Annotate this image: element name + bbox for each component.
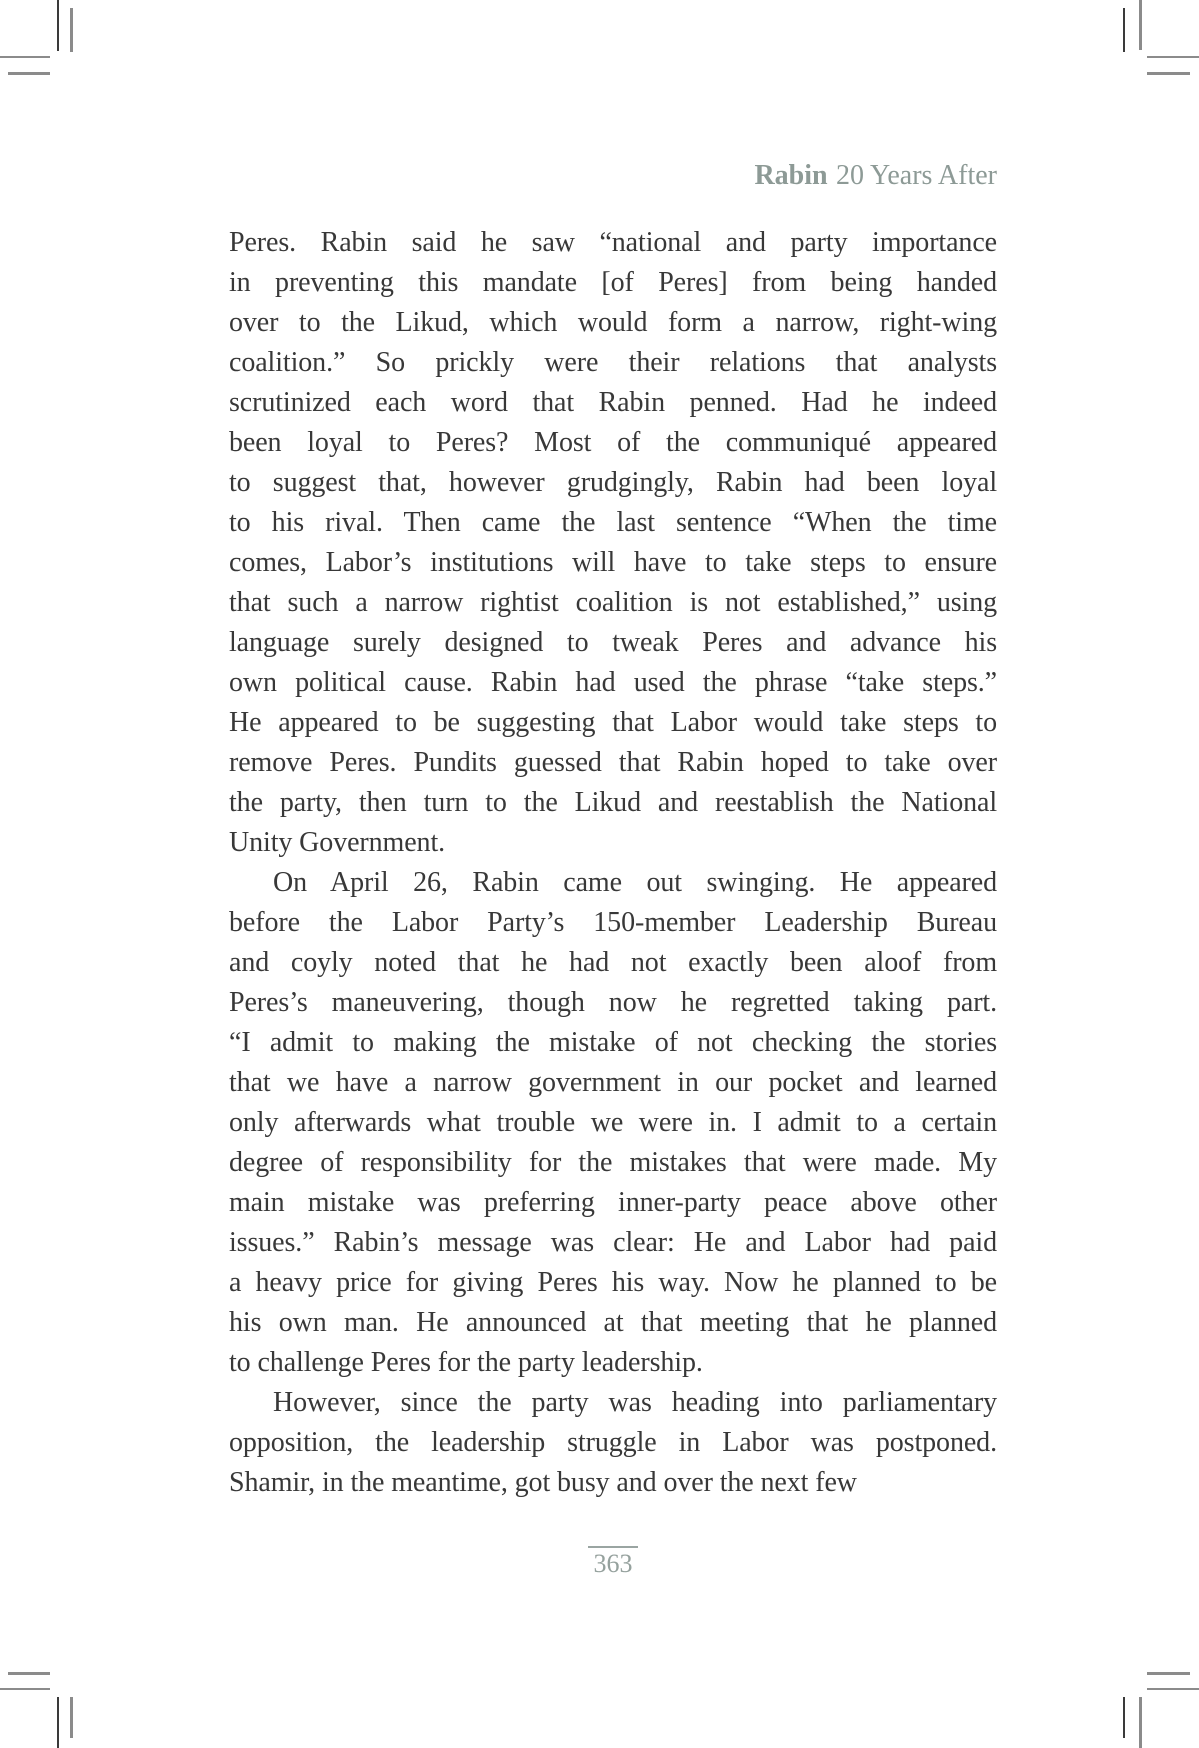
text-line: only afterwards what trouble we were in. I admit to a certain — [229, 1107, 997, 1138]
crop-mark-top-right-horizontal-outer — [1147, 56, 1199, 58]
text-line: before the Labor Party’s 150-member Leadership Bureau — [229, 907, 997, 938]
text-line: to suggest that, however grudgingly, Rabin had been loyal — [229, 467, 997, 498]
text-line: own political cause. Rabin had used the phrase “take steps.” — [229, 667, 997, 698]
text-line: opposition, the leadership struggle in Labor was postponed. — [229, 1427, 997, 1458]
text-line: that we have a narrow government in our pocket and learned — [229, 1067, 997, 1098]
page-number: 363 — [593, 1549, 633, 1578]
running-header-book-title: Rabin — [754, 160, 828, 191]
crop-mark-bottom-right-vertical-inner — [1123, 1697, 1125, 1738]
running-header — [229, 160, 997, 192]
text-line: a heavy price for giving Peres his way. Now he planned to be — [229, 1267, 997, 1298]
crop-mark-top-right-vertical-inner — [1123, 8, 1125, 52]
crop-mark-top-left-horizontal-outer — [0, 56, 50, 58]
text-line: remove Peres. Pundits guessed that Rabin hoped to take over — [229, 747, 997, 778]
text-line: main mistake was preferring inner-party peace above other — [229, 1187, 997, 1218]
paragraph — [229, 1383, 997, 1503]
crop-mark-bottom-left-vertical-inner — [70, 1697, 73, 1738]
folio-rule — [588, 1546, 638, 1548]
crop-mark-top-right-horizontal-inner — [1147, 72, 1190, 75]
crop-mark-bottom-left-vertical-outer — [57, 1697, 59, 1748]
text-line: in preventing this mandate [of Peres] from being handed — [229, 267, 997, 298]
text-line: Shamir, in the meantime, got busy and over the next few — [229, 1467, 857, 1498]
text-line: coalition.” So prickly were their relations that analysts — [229, 347, 997, 378]
text-line: scrutinized each word that Rabin penned. Had he indeed — [229, 387, 997, 418]
body-text — [229, 223, 997, 1503]
paragraph — [229, 863, 997, 1383]
text-line: his own man. He announced at that meeting that he planned — [229, 1307, 997, 1338]
text-line: to his rival. Then came the last sentence “When the time — [229, 507, 997, 538]
crop-mark-top-left-horizontal-inner — [8, 72, 50, 75]
crop-mark-bottom-right-horizontal-outer — [1147, 1688, 1199, 1690]
text-line: comes, Labor’s institutions will have to take steps to ensure — [229, 547, 997, 578]
text-line: that such a narrow rightist coalition is not established,” using — [229, 587, 997, 618]
folio — [229, 1546, 997, 1577]
text-line: degree of responsibility for the mistakes that were made. My — [229, 1147, 997, 1178]
crop-mark-bottom-left-horizontal-inner — [8, 1672, 50, 1675]
text-line: However, since the party was heading into parliamentary — [273, 1387, 997, 1418]
paragraph — [229, 223, 997, 863]
crop-mark-top-left-vertical-inner — [70, 8, 73, 52]
text-line: over to the Likud, which would form a narrow, right-wing — [229, 307, 997, 338]
text-line: On April 26, Rabin came out swinging. He appeared — [273, 867, 997, 898]
text-line: the party, then turn to the Likud and reestablish the National — [229, 787, 997, 818]
text-line: language surely designed to tweak Peres and advance his — [229, 627, 997, 658]
text-line: Unity Government. — [229, 827, 446, 858]
crop-mark-bottom-right-vertical-outer — [1139, 1697, 1142, 1748]
text-line: Peres. Rabin said he saw “national and party importance — [229, 227, 997, 258]
text-line: to challenge Peres for the party leadership. — [229, 1347, 703, 1378]
crop-mark-bottom-left-horizontal-outer — [0, 1688, 50, 1690]
crop-mark-top-right-vertical-outer — [1139, 0, 1142, 50]
text-line: and coyly noted that he had not exactly been aloof from — [229, 947, 997, 978]
text-line: “I admit to making the mistake of not checking the stories — [229, 1027, 997, 1058]
running-header-subtitle: 20 Years After — [836, 160, 997, 191]
crop-mark-bottom-right-horizontal-inner — [1147, 1672, 1190, 1675]
text-line: issues.” Rabin’s message was clear: He and Labor had paid — [229, 1227, 997, 1258]
text-line: He appeared to be suggesting that Labor would take steps to — [229, 707, 997, 738]
text-line: been loyal to Peres? Most of the communiqué appeared — [229, 427, 997, 458]
text-line: Peres’s maneuvering, though now he regretted taking part. — [229, 987, 997, 1018]
crop-mark-top-left-vertical-outer — [57, 0, 59, 51]
